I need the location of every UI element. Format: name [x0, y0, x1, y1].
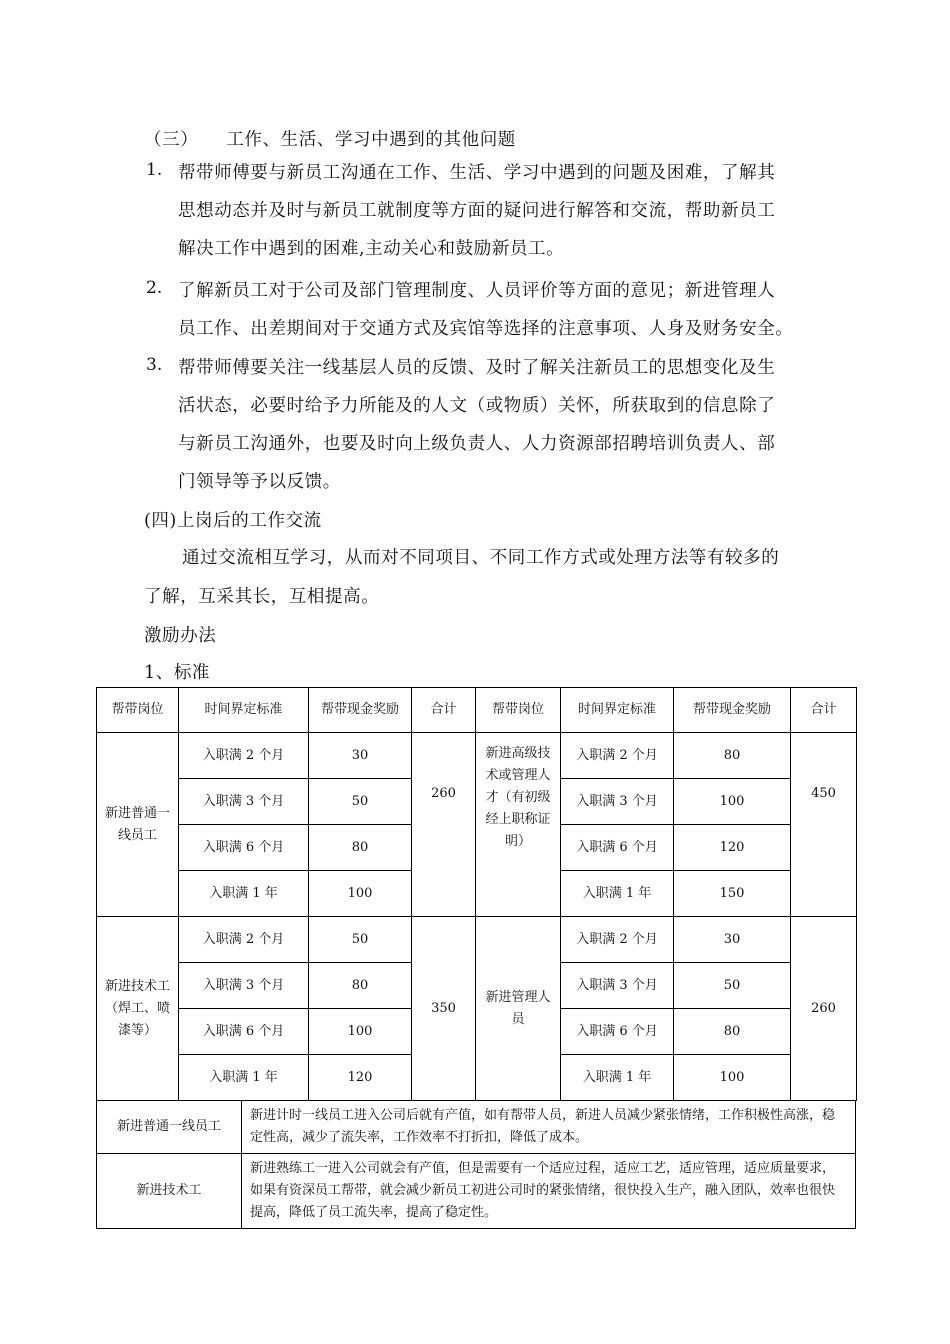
- amount-cell: 120: [309, 1055, 412, 1101]
- amount-cell: 150: [674, 871, 791, 917]
- amount-cell: 80: [309, 825, 412, 871]
- item-3-line-3: 与新员工沟通外，也要及时向上级负责人、人力资源部招聘培训负责人、部: [178, 434, 776, 454]
- amount-cell: 30: [674, 917, 791, 963]
- section-4-para-line-1: 通过交流相互学习，从而对不同项目、不同工作方式或处理方法等有较多的: [182, 548, 780, 568]
- time-cell: 入职满 2 个月: [561, 917, 674, 963]
- post-cell: 新进技术工（焊工、喷漆等）: [97, 917, 179, 1101]
- time-cell: 入职满 6 个月: [179, 1009, 309, 1055]
- item-3-number: 3.: [146, 355, 163, 375]
- time-cell: 入职满 3 个月: [561, 779, 674, 825]
- amount-cell: 30: [309, 733, 412, 779]
- time-cell: 入职满 3 个月: [561, 963, 674, 1009]
- post-cell: 新进高级技术或管理人才（有初级经上职称证明）: [476, 733, 561, 917]
- amount-cell: 100: [674, 1055, 791, 1101]
- time-cell: 入职满 2 个月: [179, 733, 309, 779]
- time-cell: 入职满 6 个月: [561, 1009, 674, 1055]
- item-1-line-2: 思想动态并及时与新员工就制度等方面的疑问进行解答和交流，帮助新员工: [178, 201, 776, 221]
- amount-cell: 50: [309, 917, 412, 963]
- header-cell: 帮带岗位: [476, 688, 561, 733]
- amount-cell: 50: [309, 779, 412, 825]
- post-cell: 新进管理人员: [476, 917, 561, 1101]
- total-cell: 260: [412, 733, 476, 917]
- notes-table: [96, 1100, 856, 1229]
- time-cell: 入职满 3 个月: [179, 963, 309, 1009]
- item-1-line-3: 解决工作中遇到的困难,主动关心和鼓励新员工。: [178, 239, 565, 259]
- item-2-number: 2.: [146, 278, 163, 298]
- section-3-number: （三）: [144, 130, 199, 150]
- header-cell: 时间界定标准: [561, 688, 674, 733]
- section-4-para-line-2: 了解，互采其长，互相提高。: [144, 587, 380, 607]
- amount-cell: 80: [674, 1009, 791, 1055]
- time-cell: 入职满 1 年: [179, 871, 309, 917]
- time-cell: 入职满 6 个月: [179, 825, 309, 871]
- total-cell: 450: [791, 733, 857, 917]
- notes-row: [97, 1154, 856, 1229]
- amount-cell: 80: [674, 733, 791, 779]
- notes-text-cell: 新进熟练工一进入公司就会有产值，但是需要有一个适应过程，适应工艺，适应管理，适应质量要求，如果有资深员工帮带，就会减少新员工初进公司时的紧张情绪，很快投入生产，融入团队，效率也很快提高，降低了员工流失率，提高了稳定性。: [242, 1154, 856, 1229]
- notes-key-cell: 新进技术工: [97, 1154, 242, 1229]
- header-cell: 合计: [412, 688, 476, 733]
- post-cell: 新进普通一线员工: [97, 733, 179, 917]
- notes-key-cell: 新进普通一线员工: [97, 1101, 242, 1154]
- item-1-line-1: 帮带师傅要与新员工沟通在工作、生活、学习中遇到的问题及困难，了解其: [178, 163, 776, 183]
- amount-cell: 100: [674, 779, 791, 825]
- amount-cell: 80: [309, 963, 412, 1009]
- time-cell: 入职满 1 年: [561, 1055, 674, 1101]
- total-cell: 260: [791, 917, 857, 1101]
- time-cell: 入职满 1 年: [179, 1055, 309, 1101]
- table-row: [97, 917, 857, 963]
- incentive-title: 激励办法: [144, 626, 217, 646]
- table-header-row: [97, 688, 857, 733]
- item-3-line-1: 帮带师傅要关注一线基层人员的反馈、及时了解关注新员工的思想变化及生: [178, 358, 776, 378]
- header-cell: 帮带岗位: [97, 688, 179, 733]
- notes-text-cell: 新进计时一线员工进入公司后就有产值，如有帮带人员，新进人员减少紧张情绪，工作积极性高涨，稳定性高，减少了流失率，工作效率不打折扣，降低了成本。: [242, 1101, 856, 1154]
- item-2-line-2: 员工作、出差期间对于交通方式及宾馆等选择的注意事项、人身及财务安全。: [178, 319, 794, 339]
- header-cell: 帮带现金奖励: [309, 688, 412, 733]
- item-3-line-4: 门领导等予以反馈。: [178, 472, 341, 492]
- item-2-line-1: 了解新员工对于公司及部门管理制度、人员评价等方面的意见；新进管理人: [178, 281, 776, 301]
- time-cell: 入职满 2 个月: [561, 733, 674, 779]
- notes-row: [97, 1101, 856, 1154]
- time-cell: 入职满 3 个月: [179, 779, 309, 825]
- section-4-heading: (四)上岗后的工作交流: [144, 511, 322, 531]
- amount-cell: 100: [309, 871, 412, 917]
- item-3-line-2: 活状态，必要时给予力所能及的人文（或物质）关怀，所获取到的信息除了: [178, 396, 776, 416]
- time-cell: 入职满 1 年: [561, 871, 674, 917]
- header-cell: 时间界定标准: [179, 688, 309, 733]
- total-cell: 350: [412, 917, 476, 1101]
- table-row: [97, 733, 857, 779]
- time-cell: 入职满 2 个月: [179, 917, 309, 963]
- section-3-heading: [144, 126, 516, 151]
- amount-cell: 50: [674, 963, 791, 1009]
- reward-standard-table: [96, 687, 857, 1101]
- standard-title: 1、标准: [144, 663, 211, 683]
- time-cell: 入职满 6 个月: [561, 825, 674, 871]
- amount-cell: 100: [309, 1009, 412, 1055]
- item-1-number: 1.: [146, 160, 163, 180]
- header-cell: 合计: [791, 688, 857, 733]
- amount-cell: 120: [674, 825, 791, 871]
- section-3-title: 工作、生活、学习中遇到的其他问题: [226, 130, 516, 150]
- header-cell: 帮带现金奖励: [674, 688, 791, 733]
